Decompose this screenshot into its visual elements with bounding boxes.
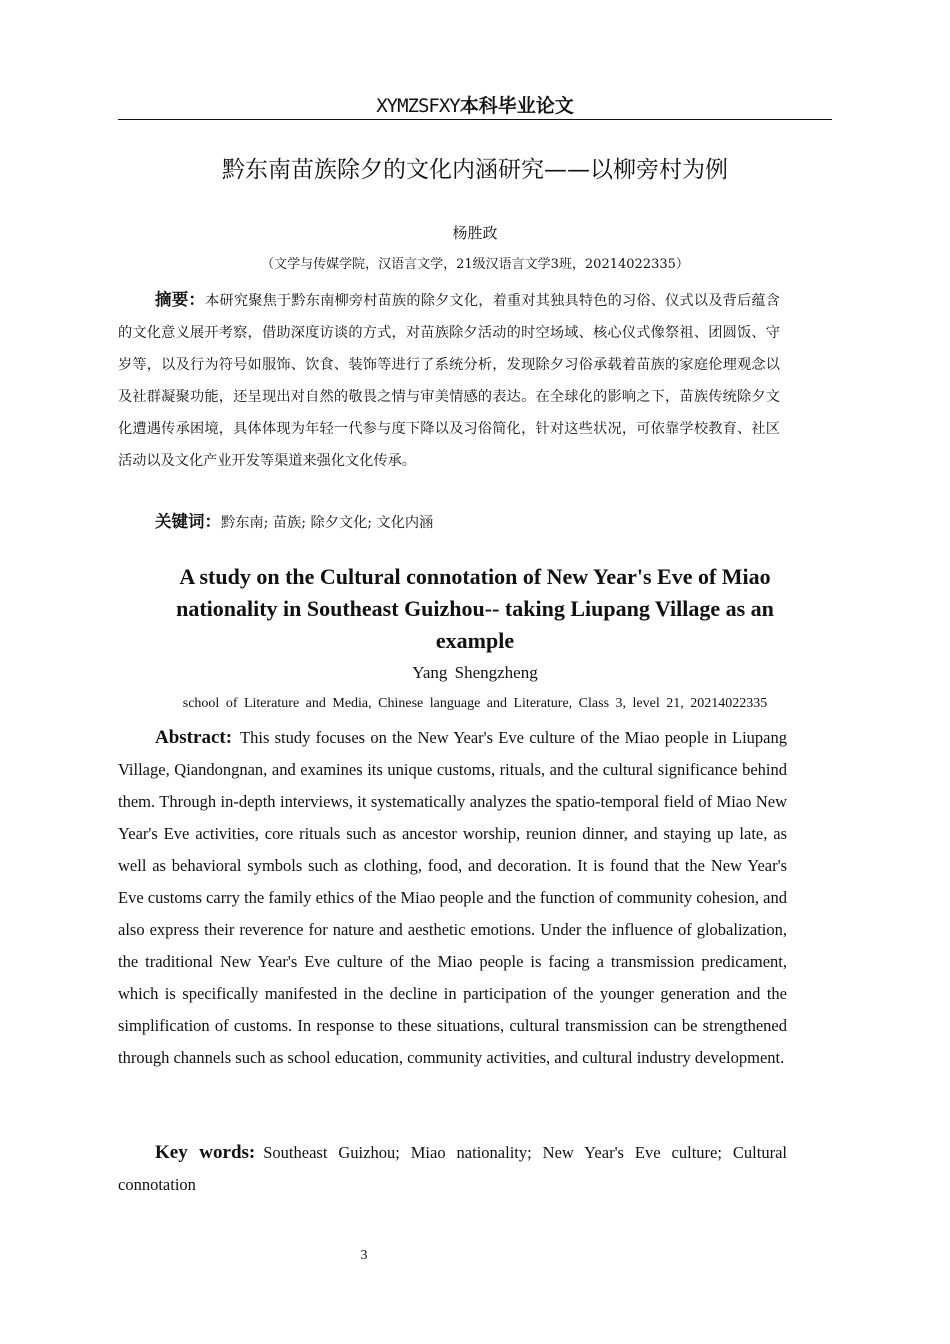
english-keywords-text: Southeast Guizhou; Miao nationality; New Year's Eve culture; Cultural connotation <box>118 1143 787 1194</box>
chinese-abstract-text: 本研究聚焦于黔东南柳旁村苗族的除夕文化，着重对其独具特色的习俗、仪式以及背后蕴含的文化意义展开考察，借助深度访谈的方式，对苗族除夕活动的时空场域、核心仪式像祭祖、团圆饭、守岁等，以及行为符号如服饰、饮食、装饰等进行了系统分析，发现除夕习俗承载着苗族的家庭伦理观念以及社群凝聚功能，还呈现出对自然的敬畏之情与审美情感的表达。在全球化的影响之下，苗族传统除夕文化遭遇传承困境，具体体现为年轻一代参与度下降以及习俗简化，针对这些状况，可依靠学校教育、社区活动以及文化产业开发等渠道来强化文化传承。 <box>118 293 780 469</box>
english-abstract <box>118 722 787 1074</box>
english-keywords <box>118 1137 787 1201</box>
english-abstract-label: Abstract: <box>155 727 233 748</box>
chinese-abstract-label: 摘要： <box>155 290 206 309</box>
chinese-keywords-text: 黔东南; 苗族; 除夕文化; 文化内涵 <box>221 515 434 531</box>
chinese-keywords-label: 关键词： <box>155 512 221 531</box>
running-header <box>118 92 832 120</box>
chinese-title: 黔东南苗族除夕的文化内涵研究——以柳旁村为例 <box>222 157 728 183</box>
english-title: A study on the Cultural connotation of New Year's Eve of Miao nationality in Southeast Guizhou-- taking Liupang Village as an example <box>176 564 774 653</box>
page-number: 3 <box>360 1248 368 1263</box>
english-author: Yang Shengzheng <box>412 663 538 682</box>
english-affiliation: school of Literature and Media, Chinese language and Literature, Class 3, level 21, 20214022335 <box>182 696 768 711</box>
chinese-abstract <box>118 284 780 477</box>
english-abstract-text: This study focuses on the New Year's Eve culture of the Miao people in Liupang Village, Qiandongnan, and examines its unique customs, rituals, and the cultural significance behind them. Through in-depth interviews, it systematically analyzes the spatio-temporal field of Miao New Year's Eve activities, core rituals such as ancestor worship, reunion dinner, and staying up late, as well as behavioral symbols such as clothing, food, and decoration. It is found that the New Year's Eve customs carry the family ethics of the Miao people and the function of community cohesion, and also express their reverence for nature and aesthetic emotions. Under the influence of globalization, the traditional New Year's Eve culture of the Miao people is facing a transmission predicament, which is specifically manifested in the decline in participation of the younger generation and the simplification of customs. In response to these situations, cultural transmission can be strengthened through channels such as school education, community activities, and cultural industry development. <box>118 728 787 1067</box>
chinese-author: 杨胜政 <box>452 224 498 242</box>
header-cjk-text: 本科毕业论文 <box>459 95 574 117</box>
english-keywords-label: Key words: <box>155 1142 256 1163</box>
header-rule <box>118 119 832 120</box>
chinese-affiliation: （文学与传媒学院，汉语言文学，21级汉语言文学3班，20214022335） <box>261 257 689 272</box>
header-latin-text: XYMZSFXY <box>376 95 460 117</box>
chinese-keywords <box>118 507 780 538</box>
